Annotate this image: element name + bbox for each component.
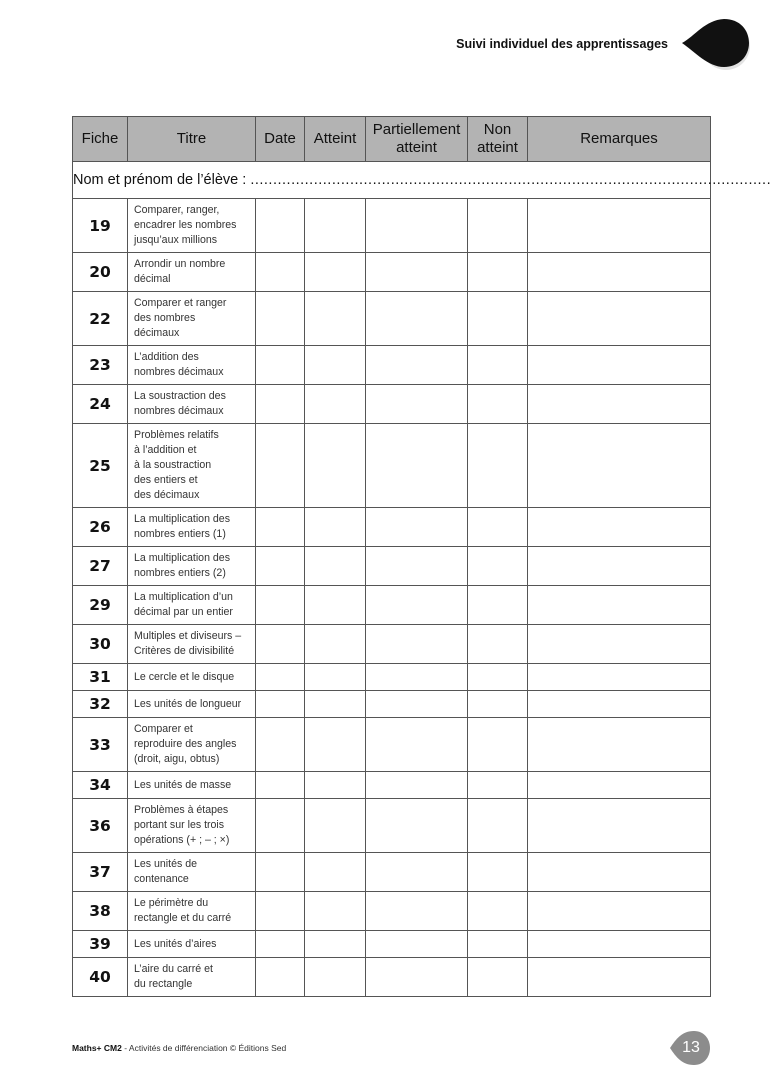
fiche-number: 29 [73,586,128,625]
non-atteint-cell[interactable] [468,385,528,424]
non-atteint-cell[interactable] [468,853,528,892]
table-row [73,199,711,253]
student-name-field[interactable] [73,162,771,199]
col-remarques: Remarques [528,117,711,162]
fiche-title: Les unités d’aires [128,931,256,958]
remarques-cell[interactable] [528,718,711,772]
remarques-cell[interactable] [528,772,711,799]
fiche-number: 38 [73,892,128,931]
non-atteint-cell[interactable] [468,292,528,346]
remarques-cell[interactable] [528,346,711,385]
table-row [73,625,711,664]
non-atteint-cell[interactable] [468,586,528,625]
remarques-cell[interactable] [528,199,711,253]
atteint-cell[interactable] [305,346,366,385]
date-cell[interactable] [256,292,305,346]
col-titre: Titre [128,117,256,162]
table-row [73,799,711,853]
atteint-cell[interactable] [305,772,366,799]
fiche-title: Arrondir un nombre décimal [128,253,256,292]
footer-credit [72,1043,286,1053]
table-row [73,253,711,292]
date-cell[interactable] [256,853,305,892]
partiellement-atteint-cell[interactable] [366,424,468,508]
non-atteint-cell[interactable] [468,625,528,664]
atteint-cell[interactable] [305,586,366,625]
col-non-atteint: Non atteint [468,117,528,162]
fiche-title: Les unités de masse [128,772,256,799]
remarques-cell[interactable] [528,508,711,547]
remarques-cell[interactable] [528,691,711,718]
fiche-number: 37 [73,853,128,892]
col-fiche: Fiche [73,117,128,162]
atteint-cell[interactable] [305,892,366,931]
atteint-cell[interactable] [305,508,366,547]
non-atteint-cell[interactable] [468,691,528,718]
date-cell[interactable] [256,799,305,853]
student-name-dots: ................................................................................................................... [250,172,771,188]
learning-tracker-table [72,116,771,997]
remarques-cell[interactable] [528,385,711,424]
date-cell[interactable] [256,931,305,958]
date-cell[interactable] [256,892,305,931]
atteint-cell[interactable] [305,292,366,346]
non-atteint-cell[interactable] [468,718,528,772]
non-atteint-cell[interactable] [468,253,528,292]
date-cell[interactable] [256,424,305,508]
fiche-title: La multiplication des nombres entiers (2) [128,547,256,586]
partiellement-atteint-cell[interactable] [366,385,468,424]
remarques-cell[interactable] [528,292,711,346]
non-atteint-cell[interactable] [468,664,528,691]
atteint-cell[interactable] [305,931,366,958]
remarques-cell[interactable] [528,853,711,892]
atteint-cell[interactable] [305,853,366,892]
date-cell[interactable] [256,718,305,772]
atteint-cell[interactable] [305,664,366,691]
fiche-number: 30 [73,625,128,664]
fiche-number: 19 [73,199,128,253]
fiche-title: Le cercle et le disque [128,664,256,691]
column-header-row [73,117,711,162]
col-partiellement-atteint: Partiellement atteint [366,117,468,162]
black-drop-icon [680,16,750,72]
atteint-cell[interactable] [305,253,366,292]
partiellement-atteint-cell[interactable] [366,799,468,853]
fiche-number: 34 [73,772,128,799]
page-header-title: Suivi individuel des apprentissages [456,37,668,51]
partiellement-atteint-cell[interactable] [366,691,468,718]
partiellement-atteint-cell[interactable] [366,253,468,292]
date-cell[interactable] [256,586,305,625]
partiellement-atteint-cell[interactable] [366,625,468,664]
atteint-cell[interactable] [305,547,366,586]
table-row [73,424,711,508]
partiellement-atteint-cell[interactable] [366,586,468,625]
partiellement-atteint-cell[interactable] [366,199,468,253]
fiche-title: Les unités de longueur [128,691,256,718]
partiellement-atteint-cell[interactable] [366,292,468,346]
atteint-cell[interactable] [305,691,366,718]
partiellement-atteint-cell[interactable] [366,508,468,547]
partiellement-atteint-cell[interactable] [366,346,468,385]
date-cell[interactable] [256,199,305,253]
remarques-cell[interactable] [528,253,711,292]
non-atteint-cell[interactable] [468,547,528,586]
table-row [73,718,711,772]
non-atteint-cell[interactable] [468,346,528,385]
partiellement-atteint-cell[interactable] [366,547,468,586]
fiche-title: Le périmètre du rectangle et du carré [128,892,256,931]
footer-text: - Activités de différenciation © Éditions Sed [121,1043,287,1053]
student-name-label: Nom et prénom de l’élève : [73,172,251,188]
remarques-cell[interactable] [528,931,711,958]
fiche-number: 27 [73,547,128,586]
partiellement-atteint-cell[interactable] [366,958,468,997]
non-atteint-cell[interactable] [468,772,528,799]
fiche-number: 39 [73,931,128,958]
fiche-number: 24 [73,385,128,424]
page-number: 13 [682,1039,700,1056]
fiche-title: La multiplication des nombres entiers (1) [128,508,256,547]
fiche-title: Comparer et reproduire des angles (droit, aigu, obtus) [128,718,256,772]
table-row [73,508,711,547]
fiche-number: 32 [73,691,128,718]
remarques-cell[interactable] [528,958,711,997]
date-cell[interactable] [256,508,305,547]
col-atteint: Atteint [305,117,366,162]
fiche-number: 25 [73,424,128,508]
non-atteint-cell[interactable] [468,892,528,931]
fiche-title: La soustraction des nombres décimaux [128,385,256,424]
table-row [73,586,711,625]
table-row [73,958,711,997]
partiellement-atteint-cell[interactable] [366,853,468,892]
footer-brand: Maths+ CM2 [72,1043,122,1053]
fiche-number: 26 [73,508,128,547]
non-atteint-cell[interactable] [468,931,528,958]
partiellement-atteint-cell[interactable] [366,931,468,958]
fiche-title: Multiples et diviseurs – Critères de divisibilité [128,625,256,664]
col-date: Date [256,117,305,162]
date-cell[interactable] [256,664,305,691]
fiche-title: L’addition des nombres décimaux [128,346,256,385]
date-cell[interactable] [256,958,305,997]
remarques-cell[interactable] [528,625,711,664]
fiche-number: 36 [73,799,128,853]
partiellement-atteint-cell[interactable] [366,718,468,772]
atteint-cell[interactable] [305,424,366,508]
fiche-number: 23 [73,346,128,385]
fiche-number: 40 [73,958,128,997]
date-cell[interactable] [256,772,305,799]
fiche-title: L’aire du carré et du rectangle [128,958,256,997]
table-row [73,292,711,346]
date-cell[interactable] [256,385,305,424]
atteint-cell[interactable] [305,718,366,772]
atteint-cell[interactable] [305,385,366,424]
fiche-title: La multiplication d’un décimal par un entier [128,586,256,625]
date-cell[interactable] [256,691,305,718]
date-cell[interactable] [256,346,305,385]
table-body [73,199,711,997]
remarques-cell[interactable] [528,586,711,625]
student-name-row [73,162,711,199]
atteint-cell[interactable] [305,799,366,853]
date-cell[interactable] [256,547,305,586]
atteint-cell[interactable] [305,958,366,997]
non-atteint-cell[interactable] [468,799,528,853]
remarques-cell[interactable] [528,799,711,853]
remarques-cell[interactable] [528,664,711,691]
table-row [73,931,711,958]
fiche-number: 31 [73,664,128,691]
date-cell[interactable] [256,253,305,292]
non-atteint-cell[interactable] [468,199,528,253]
non-atteint-cell[interactable] [468,508,528,547]
atteint-cell[interactable] [305,625,366,664]
fiche-number: 20 [73,253,128,292]
table-row [73,892,711,931]
remarques-cell[interactable] [528,547,711,586]
table-row [73,385,711,424]
atteint-cell[interactable] [305,199,366,253]
remarques-cell[interactable] [528,424,711,508]
partiellement-atteint-cell[interactable] [366,664,468,691]
table-row [73,547,711,586]
fiche-number: 22 [73,292,128,346]
table-row [73,853,711,892]
partiellement-atteint-cell[interactable] [366,892,468,931]
table-row [73,664,711,691]
table-row [73,346,711,385]
fiche-title: Comparer, ranger, encadrer les nombres jusqu’aux millions [128,199,256,253]
non-atteint-cell[interactable] [468,958,528,997]
non-atteint-cell[interactable] [468,424,528,508]
fiche-title: Problèmes relatifs à l’addition et à la soustraction des entiers et des décimaux [128,424,256,508]
table-row [73,691,711,718]
fiche-number: 33 [73,718,128,772]
date-cell[interactable] [256,625,305,664]
fiche-title: Problèmes à étapes portant sur les trois opérations (+ ; – ; ×) [128,799,256,853]
table-row [73,772,711,799]
fiche-title: Les unités de contenance [128,853,256,892]
partiellement-atteint-cell[interactable] [366,772,468,799]
remarques-cell[interactable] [528,892,711,931]
fiche-title: Comparer et ranger des nombres décimaux [128,292,256,346]
